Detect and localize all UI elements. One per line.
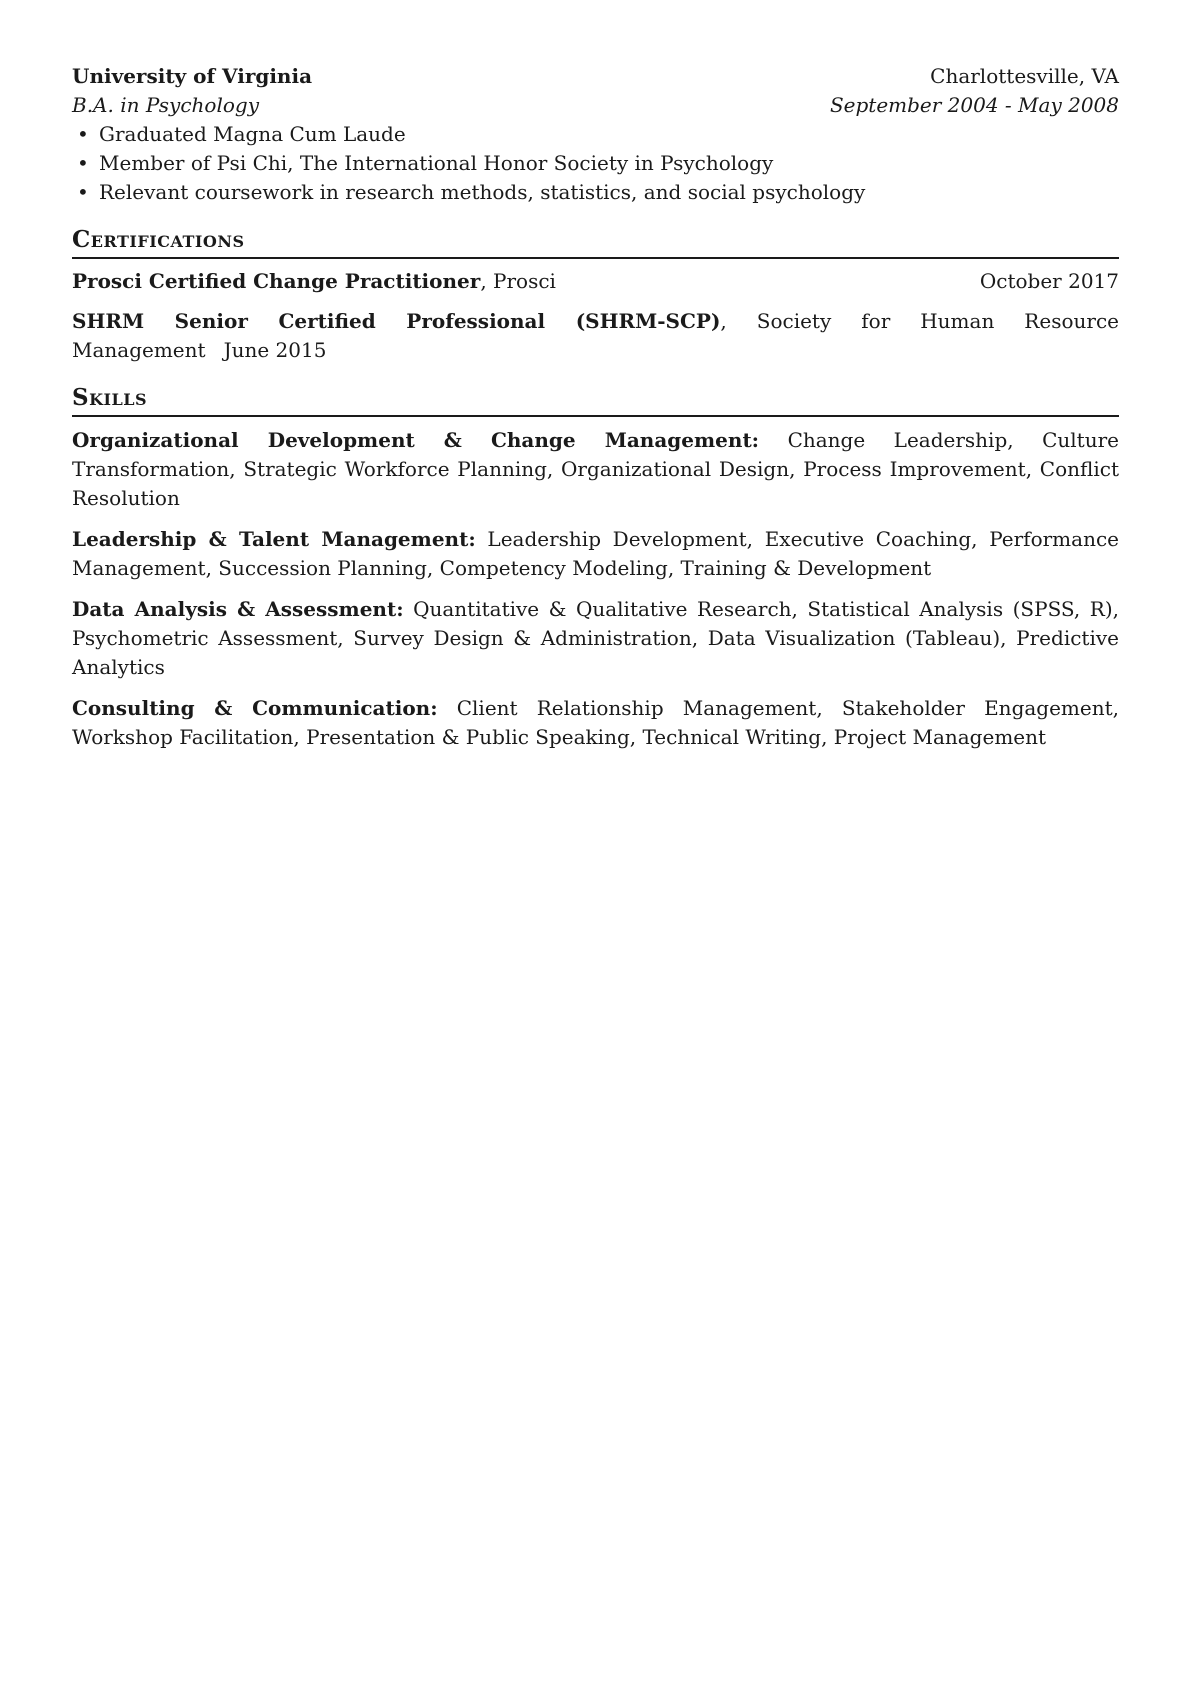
school-location: Charlottesville, VA	[930, 64, 1119, 88]
education-entry	[72, 62, 1119, 207]
skill-group-text: Leadership Development, Executive Coaching, Performance Management, Succession Planning, Competency Modeling, Training & Development	[72, 527, 1119, 580]
skill-group-label: Consulting & Communication:	[72, 696, 438, 720]
skill-group-text: Client Relationship Management, Stakeholder Engagement, Workshop Facilitation, Presentation & Public Speaking, Technical Writing, Project Management	[72, 696, 1120, 749]
skill-group	[72, 694, 1119, 752]
skill-group	[72, 426, 1119, 513]
section-heading-skills: Skills	[72, 383, 1119, 417]
bullet-icon: •	[77, 151, 89, 175]
list-item: • Graduated Magna Cum Laude	[72, 120, 1119, 149]
degree-title: B.A. in Psychology	[72, 93, 259, 117]
certification-date: October 2017	[979, 269, 1119, 293]
section-heading-certifications: Certifications	[72, 225, 1119, 259]
certification-item	[72, 307, 1119, 365]
skill-group	[72, 595, 1119, 682]
skill-group-text: Quantitative & Qualitative Research, Statistical Analysis (SPSS, R), Psychometric Assessment, Survey Design & Administration, Data Visualization (Tableau), Predictive Analytics	[72, 597, 1119, 679]
certification-item	[72, 267, 1119, 296]
school-name: University of Virginia	[72, 64, 313, 88]
certification-issuer: , Society for Human Resource Management	[72, 309, 1119, 362]
education-bullet-list	[72, 120, 1119, 207]
bullet-icon: •	[77, 180, 89, 204]
certification-date: June 2015	[223, 338, 327, 362]
bullet-icon: •	[77, 122, 89, 146]
education-header-row	[72, 62, 1119, 91]
list-item: • Relevant coursework in research methods, statistics, and social psychology	[72, 178, 1119, 207]
skill-group-label: Data Analysis & Assessment:	[72, 597, 404, 621]
list-item: • Member of Psi Chi, The International Honor Society in Psychology	[72, 149, 1119, 178]
skill-group-label: Organizational Development & Change Management:	[72, 428, 760, 452]
skill-group	[72, 525, 1119, 583]
certification-name: Prosci Certified Change Practitioner	[72, 269, 481, 293]
degree-row	[72, 91, 1119, 120]
education-dates: September 2004 - May 2008	[829, 93, 1119, 117]
certification-issuer: , Prosci	[480, 269, 556, 293]
skill-group-text: Change Leadership, Culture Transformation, Strategic Workforce Planning, Organizational Design, Process Improvement, Conflict Resolution	[72, 428, 1119, 510]
resume-page	[72, 62, 1119, 752]
certification-name: SHRM Senior Certified Professional (SHRM-SCP)	[72, 309, 721, 333]
skill-group-label: Leadership & Talent Management:	[72, 527, 476, 551]
